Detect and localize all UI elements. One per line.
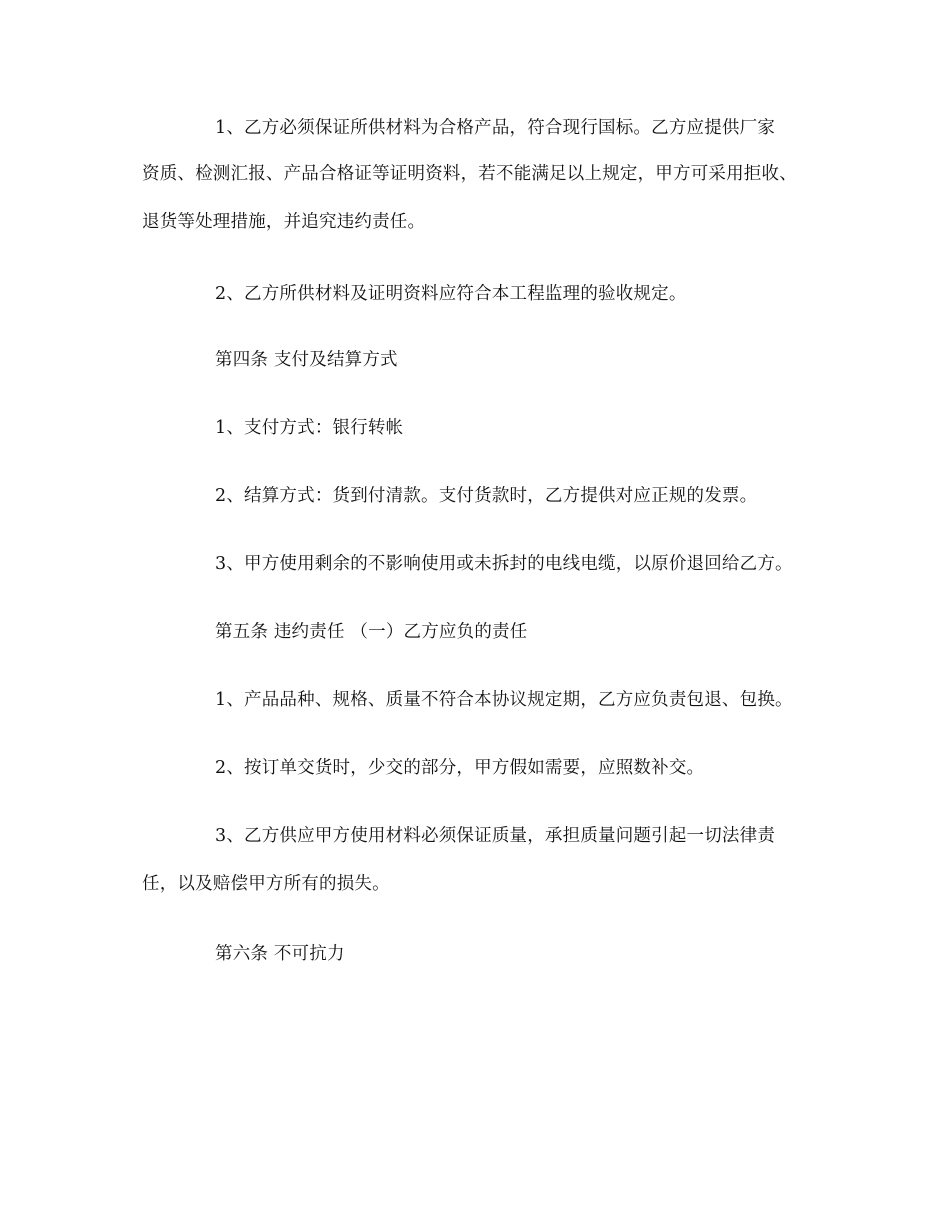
liability-2-text: 2、按订单交货时，少交的部分，甲方假如需要，应照数补交。 [215,758,705,778]
clause-1-line-2: 资质、检测汇报、产品合格证等证明资料，若不能满足以上规定，甲方可采用拒收、 [142,164,797,184]
settlement-method-text: 2、结算方式：货到付清款。支付货款时，乙方提供对应正规的发票。 [215,486,758,506]
article-5-heading: 第五条 违约责任 （一）乙方应负的责任 [215,622,528,642]
clause-1-line-1: 1、乙方必须保证所供材料为合格产品，符合现行国标。乙方应提供厂家 [215,118,776,138]
liability-1-text: 1、产品品种、规格、质量不符合本协议规定期，乙方应负责包退、包换。 [215,690,793,710]
clause-1-line-3: 退货等处理措施，并追究违约责任。 [142,212,426,232]
clause-2-text: 2、乙方所供材料及证明资料应符合本工程监理的验收规定。 [215,284,687,304]
article-4-heading: 第四条 支付及结算方式 [215,350,398,370]
payment-method-text: 1、支付方式：银行转帐 [215,418,404,438]
surplus-return-text: 3、甲方使用剩余的不影响使用或未拆封的电线电缆，以原价退回给乙方。 [215,554,793,574]
article-6-heading: 第六条 不可抗力 [215,944,345,964]
liability-3-line-2: 任，以及赔偿甲方所有的损失。 [142,874,390,894]
liability-3-line-1: 3、乙方供应甲方使用材料必须保证质量，承担质量问题引起一切法律责 [215,826,776,846]
